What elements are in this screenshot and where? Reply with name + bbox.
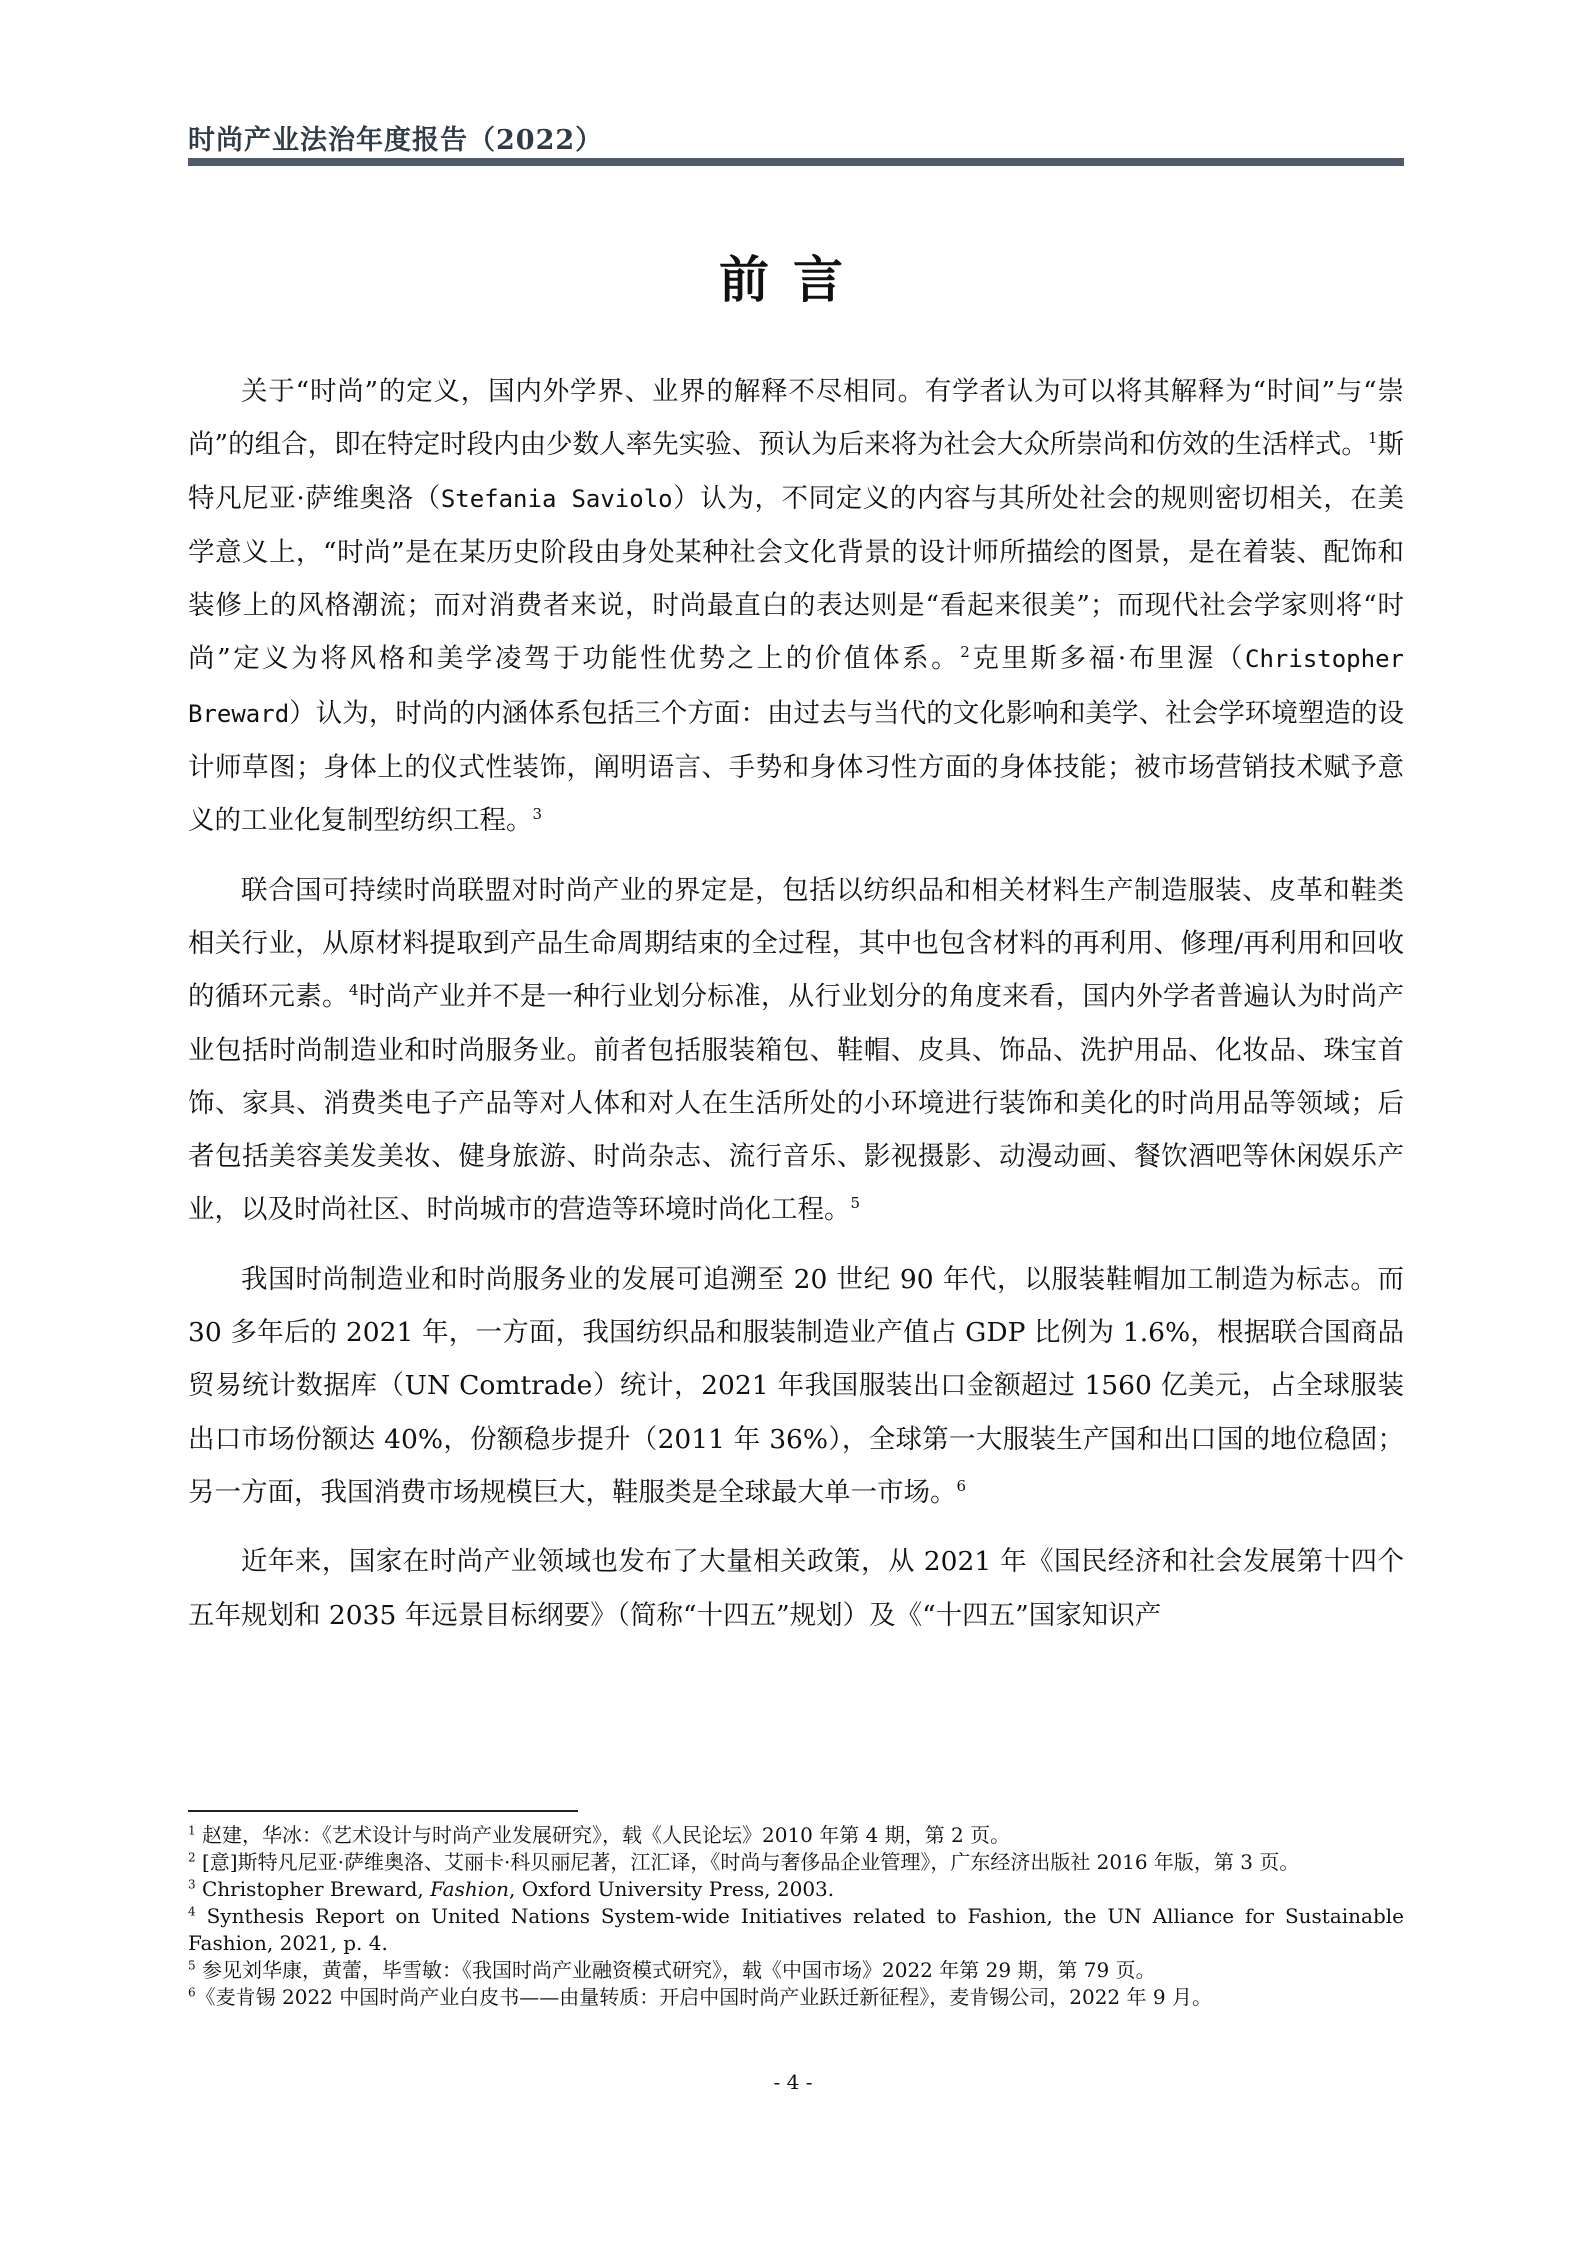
footnote-1 <box>188 1822 1404 1849</box>
body-text <box>188 365 1404 1658</box>
footnote-text: 《麦肯锡 2022 中国时尚产业白皮书——由量转质：开启中国时尚产业跃迁新征程》，麦肯锡公司，2022 年 9 月。 <box>195 1985 1212 2009</box>
footnote-number: 2 <box>188 1850 196 1865</box>
paragraph-3 <box>188 1253 1404 1519</box>
latin-name-saviolo: Stefania Saviolo <box>440 484 673 513</box>
footnote-rule <box>188 1810 578 1812</box>
header-rule <box>188 158 1404 166</box>
footnote-text: Christopher Breward, <box>195 1877 431 1901</box>
paragraph-1 <box>188 365 1404 848</box>
paragraph-3-text: 我国时尚制造业和时尚服务业的发展可追溯至 20 世纪 90 年代，以服装鞋帽加工制造为标志。而 30 多年后的 2021 年，一方面，我国纺织品和服装制造业产值占 GDP 比例为 1.6%，根据联合国商品贸易统计数据库（UN Comtrade）统计，2021 年我国服装出口金额超过 1560 亿美元，占全球服装出口市场份额达 40%，份额稳步提升（2011 年 36%），全球第一大服装生产国和出口国的地位稳固；另一方面，我国消费市场规模巨大，鞋服类是全球最大单一市场。 <box>188 1263 1404 1508</box>
latin-name-breward: Christopher Breward <box>188 645 1404 728</box>
footnote-4 <box>188 1903 1404 1957</box>
paragraph-4 <box>188 1535 1404 1642</box>
running-header: 时尚产业法治年度报告（2022） <box>188 125 604 156</box>
footnote-text: Synthesis Report on United Nations System-wide Initiatives related to Fashion, the UN Alliance for Sustainable Fashion, 2021, p. 4. <box>188 1904 1404 1955</box>
footnote-text: [意]斯特凡尼亚·萨维奥洛、艾丽卡·科贝丽尼著，江汇译，《时尚与奢侈品企业管理》，广东经济出版社 2016 年版，第 3 页。 <box>195 1850 1300 1874</box>
footnote-number: 4 <box>188 1904 196 1919</box>
footnote-5 <box>188 1957 1404 1984</box>
footnote-2 <box>188 1849 1404 1876</box>
footnote-ref-2[interactable]: 2 <box>960 643 970 662</box>
footnote-ref-4[interactable]: 4 <box>348 981 359 1000</box>
footnote-text: 赵建，华冰：《艺术设计与时尚产业发展研究》，载《人民论坛》2010 年第 4 期，第 2 页。 <box>195 1823 1011 1847</box>
footnote-text-tail: , Oxford University Press, 2003. <box>509 1877 835 1901</box>
paragraph-4-text: 近年来，国家在时尚产业领域也发布了大量相关政策，从 2021 年《国民经济和社会发展第十四个五年规划和 2035 年远景目标纲要》（简称“十四五”规划）及《“十四五”国家知识产 <box>188 1546 1404 1631</box>
footnote-ref-6[interactable]: 6 <box>956 1477 967 1496</box>
footnote-3 <box>188 1876 1404 1903</box>
paragraph-1-text-c: ）认为，不同定义的内容与其所处社会的规则密切相关，在美学意义上，“时尚”是在某历史阶段由身处某种社会文化背景的设计师所描绘的图景，是在着装、配饰和装修上的风格潮流；而对消费者来说，时尚最直白的表达则是“看起来很美”；而现代社会学家则将“时尚”定义为将风格和美学凌驾于功能性优势之上的价值体系。 <box>188 482 1404 675</box>
footnote-number: 3 <box>188 1877 196 1892</box>
paragraph-1-text-e: ）认为，时尚的内涵体系包括三个方面：由过去与当代的文化影响和美学、社会学环境塑造的设计师草图；身体上的仪式性装饰，阐明语言、手势和身体习性方面的身体技能；被市场营销技术赋予意义的工业化复制型纺织工程。 <box>188 697 1404 837</box>
footnotes <box>188 1822 1404 2011</box>
footnote-ref-1[interactable]: 1 <box>1367 429 1378 448</box>
paragraph-1-text-a: 关于“时尚”的定义，国内外学界、业界的解释不尽相同。有学者认为可以将其解释为“时间”与“崇尚”的组合，即在特定时段内由少数人率先实验、预认为后来将为社会大众所崇尚和仿效的生活样式。 <box>188 376 1404 461</box>
page-title: 前言 <box>719 251 867 309</box>
footnote-number: 5 <box>188 1958 196 1973</box>
footnote-ref-3[interactable]: 3 <box>532 805 543 824</box>
footnote-6 <box>188 1984 1404 2011</box>
footnote-book-title: Fashion <box>430 1877 510 1901</box>
paragraph-1-text-d: 克里斯多福·布里渥（ <box>969 643 1246 675</box>
paragraph-2 <box>188 864 1404 1237</box>
paragraph-2-text-a: 联合国可持续时尚联盟对时尚产业的界定是，包括以纺织品和相关材料生产制造服装、皮革和鞋类相关行业，从原材料提取到产品生命周期结束的全过程，其中也包含材料的再利用、修理/再利用和回收的循环元素。 <box>188 874 1404 1013</box>
footnote-number: 6 <box>188 1985 196 2000</box>
footnote-number: 1 <box>188 1823 196 1838</box>
footnote-ref-5[interactable]: 5 <box>850 1194 861 1213</box>
paragraph-1-text-b: 斯特凡尼亚·萨维奥洛（ <box>188 429 1404 514</box>
footnote-text: 参见刘华康，黄蕾，毕雪敏：《我国时尚产业融资模式研究》，载《中国市场》2022 年第 29 期，第 79 页。 <box>195 1958 1156 1982</box>
paragraph-2-text-b: 时尚产业并不是一种行业划分标准，从行业划分的角度来看，国内外学者普遍认为时尚产业包括时尚制造业和时尚服务业。前者包括服装箱包、鞋帽、皮具、饰品、洗护用品、化妆品、珠宝首饰、家具、消费类电子产品等对人体和对人在生活所处的小环境进行装饰和美化的时尚用品等领域；后者包括美容美发美妆、健身旅游、时尚杂志、流行音乐、影视摄影、动漫动画、餐饮酒吧等休闲娱乐产业，以及时尚社区、时尚城市的营造等环境时尚化工程。 <box>188 981 1405 1226</box>
page-number: - 4 - <box>773 2070 813 2094</box>
